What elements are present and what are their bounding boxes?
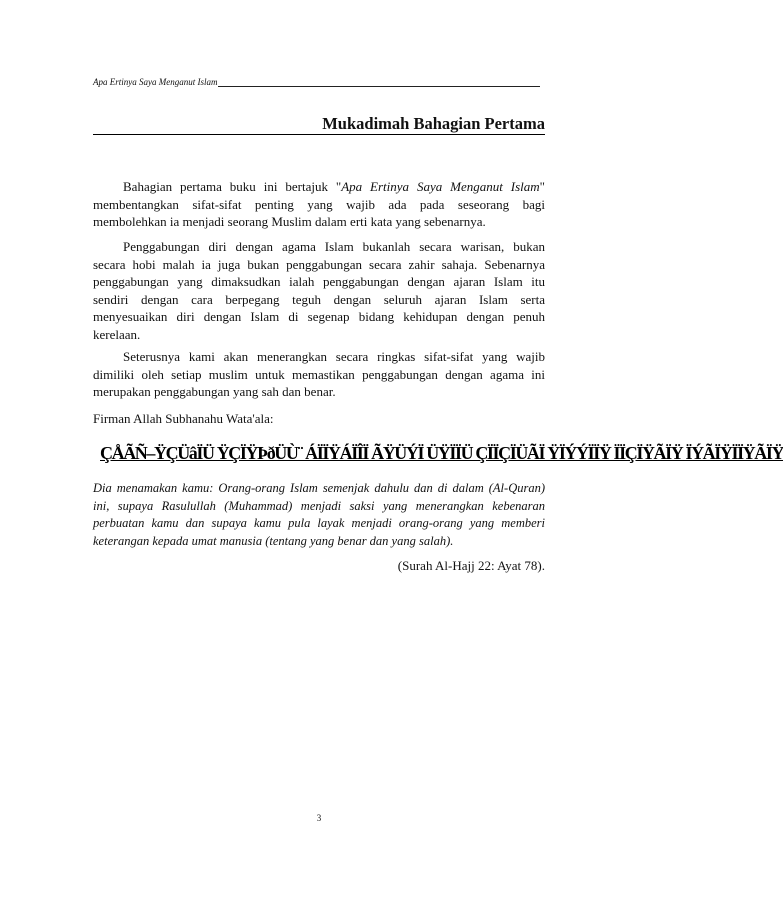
- paragraph-line: menyesuaikan diri dengan Islam di segenap bidang kehidupan dengan penuh: [93, 309, 545, 324]
- book-title: Apa Ertinya Saya Menganut Islam: [341, 179, 540, 194]
- paragraph-line: kerelaan.: [93, 326, 141, 342]
- page-number: 3: [316, 813, 322, 823]
- title-rule: [93, 134, 545, 135]
- verse-translation: [93, 480, 545, 550]
- text-run: Bahagian pertama buku ini bertajuk ": [123, 179, 342, 194]
- paragraph-line: sendiri dengan cara berpegang teguh dengan seluruh ajaran Islam serta: [93, 291, 545, 307]
- paragraph-line: membolehkan ia menjadi seorang Muslim dalam erti kata yang sebenarnya.: [93, 214, 486, 229]
- paragraph-line: Firman Allah Subhanahu Wata'ala:: [93, 411, 274, 426]
- section-title: Mukadimah Bahagian Pertama: [322, 114, 545, 133]
- arabic-verse: ÇÅÃÑ–ŸÇÜâÏÜ ŸÇÏŸÞðÜÙ¨ ÁÏÏŸÁÏÎÏ ÃŸÜÝÏ ÜŸÏÏÜ ÇÏÏÇÏÜÃÏ ŸÏÝÝÏÏŸ ÏÏÇÏŸÃÏŸ ÏÝÃÏŸÏÏŸÃÏŸ: [100, 443, 783, 463]
- paragraph-line: Penggabungan diri dengan agama Islam bukanlah secara warisan, bukan: [123, 239, 545, 254]
- paragraph-line: [93, 178, 545, 196]
- paragraph-line: Dia menamakan kamu: Orang-orang Islam semenjak dahulu dan di dalam (Al-Quran): [93, 481, 545, 495]
- paragraph-seterusnya: [93, 348, 545, 401]
- paragraph-line: perbuatan kamu dan supaya kamu pula layak menjadi orang-orang yang memberi: [93, 516, 545, 530]
- paragraph-penggabungan: [93, 238, 545, 343]
- paragraph-line: membentangkan sifat-sifat penting yang wajib ada pada seseorang bagi: [93, 196, 545, 212]
- paragraph-line: ini, supaya Rasulullah (Muhammad) menjadi saksi yang menerangkan kebenaran: [93, 498, 545, 513]
- paragraph-line: secara hobi malah ia juga bukan penggabungan secara zahir sahaja. Sebenarnya: [93, 256, 545, 272]
- paragraph-line: Seterusnya kami akan menerangkan secara ringkas sifat-sifat yang wajib: [123, 349, 545, 364]
- paragraph-intro: [93, 178, 545, 231]
- text-run: ": [539, 179, 545, 194]
- verse-citation: (Surah Al-Hajj 22: Ayat 78).: [397, 558, 545, 573]
- header-underline: [218, 86, 540, 87]
- paragraph-line: dimiliki oleh setiap muslim untuk memastikan penggabungan dengan agama ini: [93, 366, 545, 382]
- paragraph-line: penggabungan yang dimaksudkan ialah penggabungan dengan ajaran Islam itu: [93, 274, 545, 289]
- running-title: Apa Ertinya Saya Menganut Islam: [93, 77, 218, 87]
- paragraph-line: merupakan penggabungan yang sah dan benar.: [93, 384, 336, 399]
- paragraph-line: keterangan kepada umat manusia (tentang yang benar dan yang salah).: [93, 533, 454, 548]
- running-header: [93, 77, 540, 88]
- verse-introduction: [93, 410, 545, 428]
